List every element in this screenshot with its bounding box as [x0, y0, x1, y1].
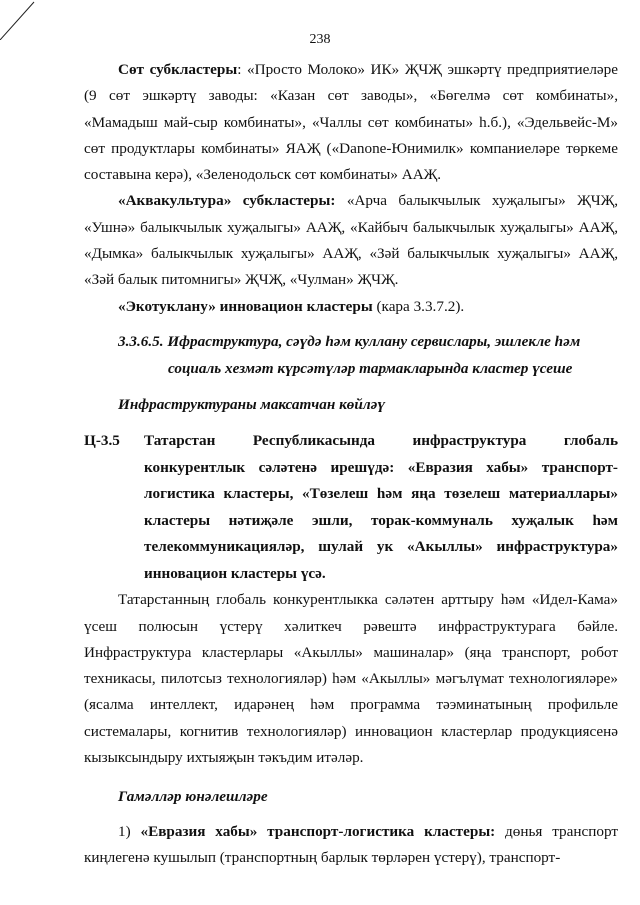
milk-subcluster-label: Сөт субкластеры [118, 61, 238, 78]
paragraph-econutrition-cluster [84, 294, 618, 320]
paragraph-eurasia-hub [84, 819, 618, 872]
goal-text: Татарстан Республикасында инфраструктура глобаль конкурентлык сәләтенә ирешүдә: «Евразия хабы» транспорт-логистика кластеры, «Төзелеш һәм яңа төзелеш материаллары» кластеры нәтиҗәле эшли, торак-коммуналь хуҗалык һәм телекоммуникацияләр, шулай ук «Акыллы» инфраструктура» инновацион кластеры үсә. [144, 432, 618, 582]
section-heading [84, 328, 618, 382]
goal-block [84, 428, 618, 587]
subheading-action-directions: Гамәлләр юнәлешләре [118, 788, 268, 806]
milk-subcluster-text: : «Просто Молоко» ИК» ҖЧҖ эшкәртү предприятиеләре (9 сөт эшкәртү заводы: «Казан сөт заводы», «Бөгелмә сөт комбинаты», «Мамадыш май-сыр комбинаты», «Чаллы сөт комбинаты» һ.б.), «Эдельвейс-М» сөт продуктлары комбинаты» ЯАҖ («Danone-Юнимилк» компаниеләре төркеме составына керә), «Зеленодольск сөт комбинаты» ААҖ. [84, 61, 618, 184]
eurasia-hub-prefix: 1) [118, 822, 141, 840]
aquaculture-subcluster-label: «Аквакультура» субкластеры: [118, 192, 336, 210]
paragraph-milk-subcluster [84, 57, 618, 188]
page-body [84, 57, 618, 871]
econutrition-cluster-label: «Экотуклану» инновацион кластеры [118, 297, 373, 315]
eurasia-hub-text: дөнья транспорт киңлегенә кушылып (транспортның барлык төрләрен үстерү), транспорт- [84, 822, 619, 866]
eurasia-hub-label: «Евразия хабы» транспорт-логистика кластеры: [140, 822, 496, 840]
goal-code: Ц-3.5 [84, 432, 120, 450]
paragraph-infrastructure-dependency: Татарстанның глобаль конкурентлыкка сәләтен арттыру һәм «Идел-Кама» үсеш полюсын үстерү хәлиткеч рәвештә инфраструктурага бәйле. Инфраструктура кластерлары «Акыллы» машиналар» (яңа транспорт, робот техникасы, пилотсыз технологияләр) һәм «Акыллы» мәгълүмат технологияләре» (ясалма интеллект, идарәнең һәм программа тәэминатының профильле системалары, когнитив технологияләр) инновацион кластерлар продукциясенә кызыксындыру ихтыяҗын тәкъдим итәләр. [84, 591, 618, 767]
paragraph-aquaculture-subcluster [84, 188, 618, 293]
section-heading-line1: 3.3.6.5. Ифраструктура, сәүдә һәм куллану сервислары, эшлекле һәм [118, 332, 581, 350]
section-heading-line2: социаль хезмәт күрсәтүләр тармакларында кластер үсеше [168, 359, 573, 377]
subheading-infrastructure: Инфраструктураны максатчан көйләү [118, 395, 385, 413]
aquaculture-subcluster-text: «Арча балыкчылык хуҗалыгы» ҖЧҖ, «Ушнә» балыкчылык хуҗалыгы» ААҖ, «Кайбыч балыкчылык хуҗалыгы» ААҖ, «Дымка» балыкчылык хуҗалыгы» ААҖ, «Зәй балыкчылык хуҗалыгы» ААҖ, «Зәй балык питомнигы» ҖЧҖ, «Чулман» ҖЧҖ. [84, 192, 618, 289]
page-number: 238 [309, 32, 331, 47]
econutrition-cluster-text: (кара 3.3.7.2). [372, 297, 465, 315]
